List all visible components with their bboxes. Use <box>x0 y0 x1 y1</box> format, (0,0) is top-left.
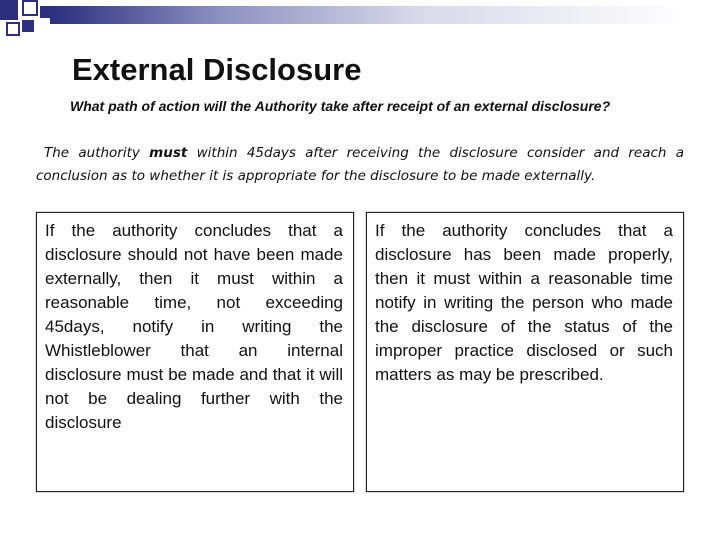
slide-title: External Disclosure <box>72 52 362 87</box>
header-gradient-bar <box>50 6 720 24</box>
paragraph-text: within 45days after receiving the disclosure consider and reach a conclusion as to whether it is appropriate for the disclosure to be made externally. <box>36 145 684 184</box>
slide-question: What path of action will the Authority take after receipt of an external disclosure? <box>70 98 611 114</box>
outcome-box-proper: If the authority concludes that a disclosure has been made properly, then it must within a reasonable time notify in writing the person who made the disclosure of the status of the improper practice disclosed or such matters as may be prescribed. <box>366 212 684 492</box>
outcome-box-improper: If the authority concludes that a disclosure should not have been made externally, then it must within a reasonable time, not exceeding 45days, notify in writing the Whistleblower that an internal disclosure must be made and that it will not be dealing further with the disclosure <box>36 212 354 492</box>
outline-square <box>6 22 20 36</box>
navy-square <box>0 0 18 20</box>
paragraph-text: The authority <box>44 145 150 161</box>
navy-square <box>22 20 34 32</box>
outline-square <box>22 0 38 16</box>
intro-paragraph <box>36 142 684 188</box>
paragraph-emphasis: must <box>149 145 188 161</box>
